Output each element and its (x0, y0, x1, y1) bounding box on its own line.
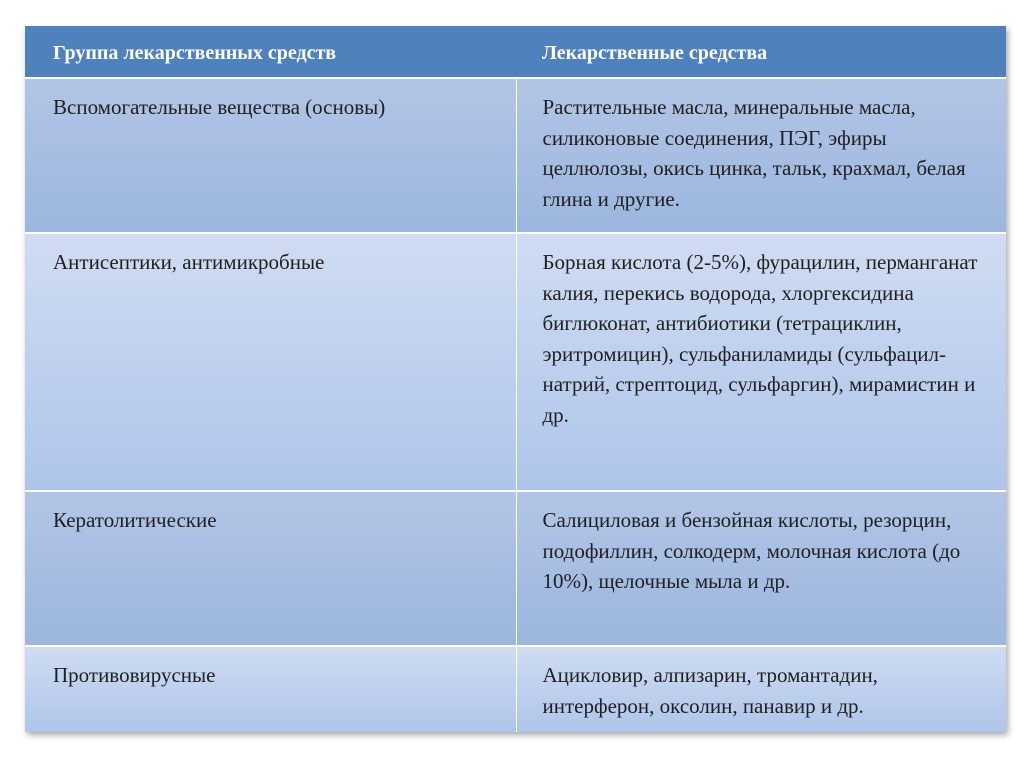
cell-drugs: Растительные масла, минеральные масла, силиконовые соединения, ПЭГ, эфиры целлюлозы, окись цинка, тальк, крахмал, белая глина и другие. (516, 78, 1006, 233)
cell-group: Вспомогательные вещества (основы) (25, 78, 516, 233)
table-row (25, 646, 1006, 732)
table-header-row (25, 26, 1006, 78)
column-header-group: Группа лекарственных средств (25, 26, 516, 78)
cell-drugs: Салициловая и бензойная кислоты, резорцин, подофиллин, солкодерм, молочная кислота (до 10%), щелочные мыла и др. (516, 491, 1006, 646)
column-header-drugs: Лекарственные средства (516, 26, 1006, 78)
cell-drugs: Ацикловир, алпизарин, тромантадин, интерферон, оксолин, панавир и др. (516, 646, 1006, 732)
table-row (25, 491, 1006, 646)
cell-group: Противовирусные (25, 646, 516, 732)
cell-group: Кератолитические (25, 491, 516, 646)
cell-group: Антисептики, антимикробные (25, 233, 516, 491)
drug-table-container (25, 26, 1006, 732)
cell-drugs: Борная кислота (2-5%), фурацилин, перманганат калия, перекись водорода, хлоргексидина биглюконат, антибиотики (тетрациклин, эритромицин), сульфаниламиды (сульфацил-натрий, стрептоцид, сульфаргин), мирамистин и др. (516, 233, 1006, 491)
drug-table (25, 26, 1006, 732)
table-row (25, 78, 1006, 233)
table-row (25, 233, 1006, 491)
